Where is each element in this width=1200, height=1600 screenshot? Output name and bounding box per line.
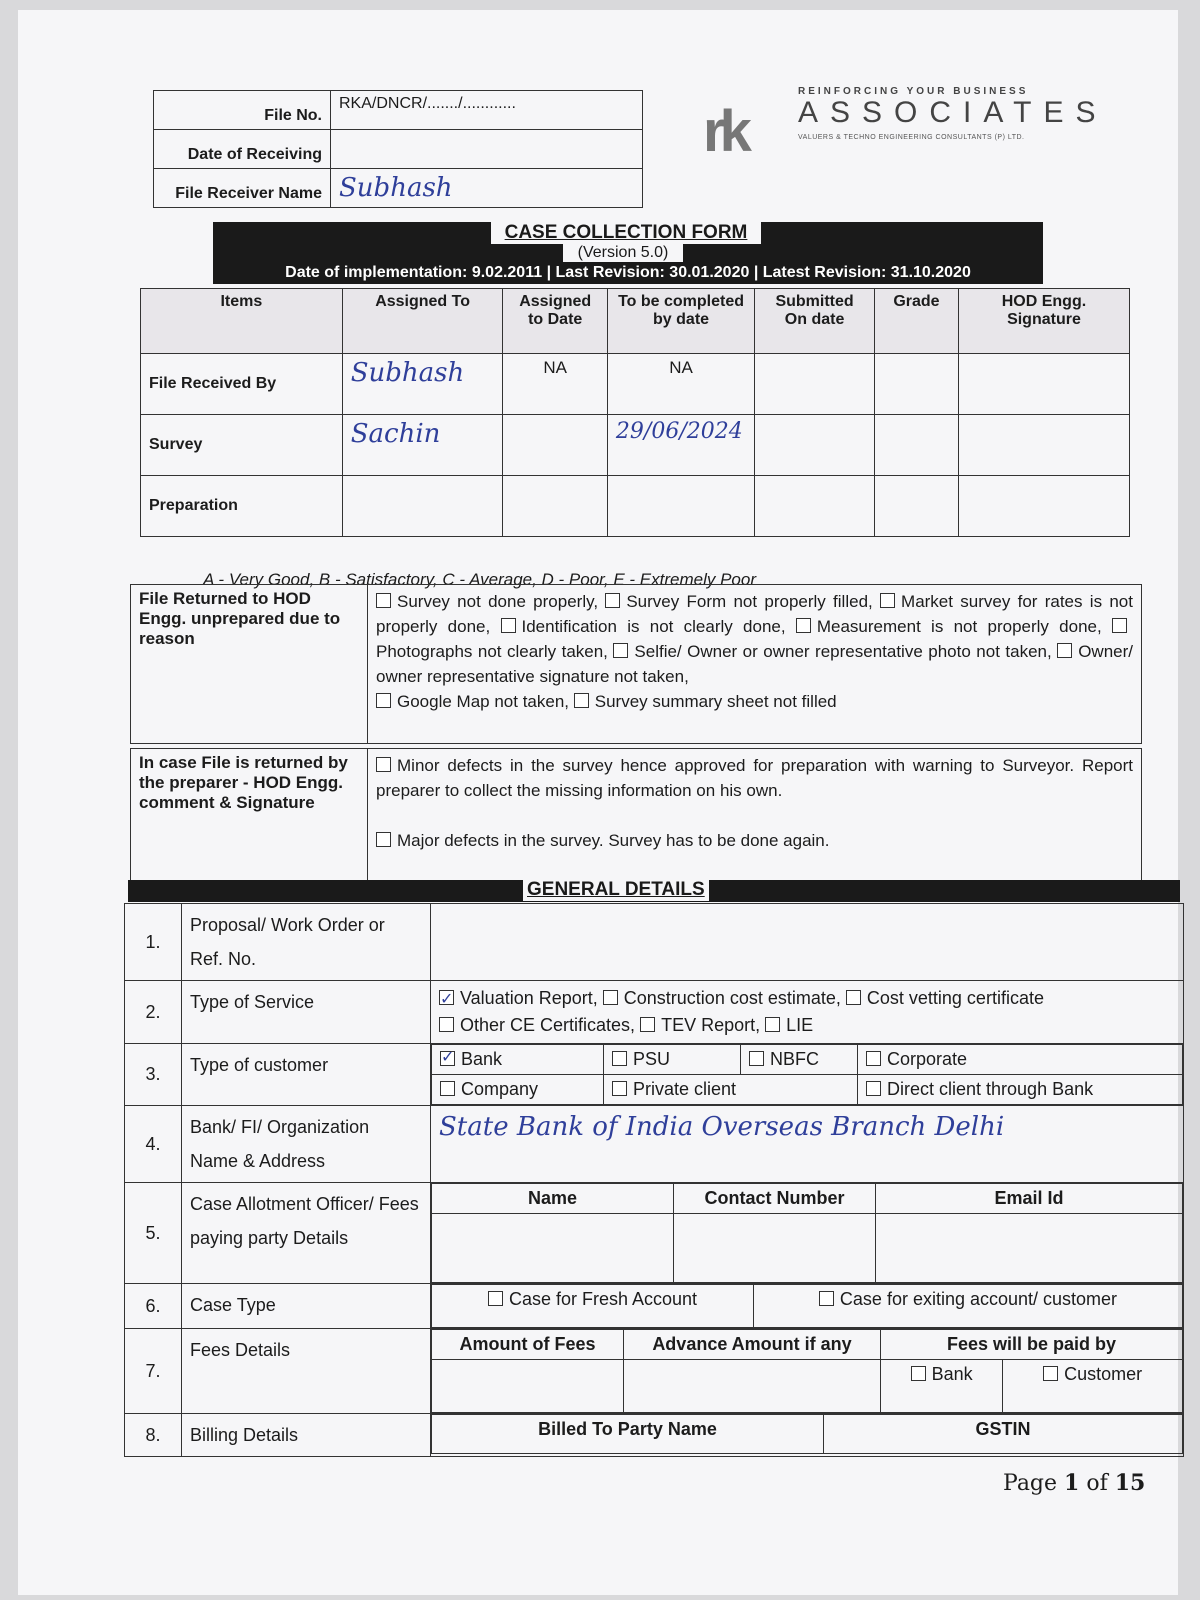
row-number: 4. xyxy=(125,1106,182,1183)
col-contact-number: Contact Number xyxy=(674,1184,876,1214)
allotment-officer-grid xyxy=(431,1183,1184,1284)
checkbox-valuation-report[interactable] xyxy=(439,990,454,1005)
col-items: Items xyxy=(141,289,343,354)
row-number: 7. xyxy=(125,1329,182,1414)
work-order-field[interactable] xyxy=(431,904,1184,981)
checkbox[interactable] xyxy=(1057,643,1072,658)
col-gstin: GSTIN xyxy=(824,1415,1183,1454)
table-row xyxy=(125,904,1184,981)
page-of: of xyxy=(1086,1471,1108,1496)
checkbox[interactable] xyxy=(1112,618,1127,633)
checkbox-lie[interactable] xyxy=(765,1017,780,1032)
page-number xyxy=(1003,1470,1145,1496)
checkbox-paid-by-bank[interactable] xyxy=(911,1366,926,1381)
case-type-options xyxy=(431,1284,1184,1329)
major-defects-text: Major defects in the survey. Survey has to be done again. xyxy=(397,831,830,850)
table-row xyxy=(125,1284,1184,1329)
option-label: Survey not done properly, xyxy=(397,592,599,611)
option-label: Direct client through Bank xyxy=(887,1079,1094,1099)
col-fees-paid-by: Fees will be paid by xyxy=(881,1330,1183,1360)
complete-by-cell: 29/06/2024 xyxy=(607,415,754,476)
row-label: Bank/ FI/ Organization Name & Address xyxy=(182,1106,431,1183)
checkbox-fresh-account[interactable] xyxy=(488,1291,503,1306)
checkbox[interactable] xyxy=(501,618,516,633)
checkbox-cost-vetting[interactable] xyxy=(846,990,861,1005)
option-label: NBFC xyxy=(770,1049,819,1069)
row-label: Fees Details xyxy=(182,1329,431,1414)
checkbox[interactable] xyxy=(574,693,589,708)
option-label: Company xyxy=(461,1079,539,1099)
assigned-date-cell xyxy=(503,476,607,537)
officer-email-field[interactable] xyxy=(876,1214,1183,1283)
checkbox-other-ce[interactable] xyxy=(439,1017,454,1032)
row-number: 8. xyxy=(125,1414,182,1457)
option-label: Photographs not clearly taken, xyxy=(376,642,608,661)
hod-signature-cell xyxy=(958,415,1129,476)
option-label: PSU xyxy=(633,1049,671,1069)
col-assigned-date: Assigned to Date xyxy=(503,289,607,354)
option-label: Market survey for rates is not properly done, xyxy=(376,592,1133,636)
checkbox[interactable] xyxy=(605,593,620,608)
logo-subtitle: VALUERS & TECHNO ENGINEERING CONSULTANTS (P) LTD. xyxy=(798,134,1025,141)
option-label: Owner/ owner representative signature not taken, xyxy=(376,642,1133,686)
col-amount-of-fees: Amount of Fees xyxy=(432,1330,624,1360)
item-label: Survey xyxy=(141,415,343,476)
checkbox-private-client[interactable] xyxy=(612,1081,627,1096)
assigned-to-cell: Subhash xyxy=(342,354,503,415)
general-details-table xyxy=(124,903,1184,1457)
col-hod-signature: HOD Engg. Signature xyxy=(958,289,1129,354)
col-name: Name xyxy=(432,1184,674,1214)
checkbox-existing-account[interactable] xyxy=(819,1291,834,1306)
officer-name-field[interactable] xyxy=(432,1214,674,1283)
table-row xyxy=(125,1044,1184,1106)
row-number: 3. xyxy=(125,1044,182,1106)
checkbox[interactable] xyxy=(880,593,895,608)
row-label: Proposal/ Work Order or Ref. No. xyxy=(182,904,431,981)
table-row xyxy=(125,1329,1184,1414)
option-label: Private client xyxy=(633,1079,737,1099)
table-row xyxy=(141,354,1130,415)
option-label: Measurement is not properly done, xyxy=(816,617,1102,636)
col-advance-amount: Advance Amount if any xyxy=(624,1330,881,1360)
table-row xyxy=(141,476,1130,537)
option-label: LIE xyxy=(786,1015,814,1035)
table-row xyxy=(125,981,1184,1044)
option-label: Bank xyxy=(931,1364,973,1384)
preparer-return-options xyxy=(368,749,1142,882)
checkbox-company[interactable] xyxy=(440,1081,455,1096)
complete-by-cell xyxy=(607,476,754,537)
grade-cell xyxy=(874,476,958,537)
assigned-date-cell xyxy=(503,415,607,476)
minor-defects-text: Minor defects in the survey hence approved for preparation with warning to Surveyor. Report preparer to collect the missing information on his own. xyxy=(376,756,1133,800)
option-label: Case for exiting account/ customer xyxy=(839,1289,1118,1309)
checkbox[interactable] xyxy=(376,693,391,708)
checkbox-tev-report[interactable] xyxy=(640,1017,655,1032)
hod-signature-cell xyxy=(958,476,1129,537)
item-label: Preparation xyxy=(141,476,343,537)
option-label: TEV Report, xyxy=(661,1015,761,1035)
file-returned-options xyxy=(368,585,1142,744)
submitted-cell xyxy=(755,476,875,537)
option-label: Google Map not taken, xyxy=(397,692,570,711)
table-row xyxy=(141,415,1130,476)
logo-tagline: REINFORCING YOUR BUSINESS xyxy=(798,86,1029,97)
fees-grid xyxy=(431,1329,1184,1414)
submitted-cell xyxy=(755,354,875,415)
amount-of-fees-field[interactable] xyxy=(432,1360,624,1413)
form-revision-dates: Date of implementation: 9.02.2011 | Last Revision: 30.01.2020 | Latest Revision: 31.10.2020 xyxy=(285,264,971,281)
preparer-return-box xyxy=(130,748,1142,882)
col-submitted: Submitted On date xyxy=(755,289,875,354)
checkbox[interactable] xyxy=(796,618,811,633)
row-number: 6. xyxy=(125,1284,182,1329)
file-returned-box xyxy=(130,584,1142,744)
items-header-row xyxy=(141,289,1130,354)
assigned-date-cell: NA xyxy=(503,354,607,415)
item-label: File Received By xyxy=(141,354,343,415)
page-current: 1 xyxy=(1064,1470,1080,1496)
option-label: Survey summary sheet not filled xyxy=(594,692,837,711)
col-email-id: Email Id xyxy=(876,1184,1183,1214)
col-grade: Grade xyxy=(874,289,958,354)
file-no-value: RKA/DNCR/......./............ xyxy=(331,91,643,130)
bank-name-value: State Bank of India Overseas Branch Delhi xyxy=(431,1106,1184,1183)
customer-type-options xyxy=(431,1044,1184,1106)
checkbox[interactable] xyxy=(613,643,628,658)
option-label: Survey Form not properly filled, xyxy=(626,592,873,611)
option-label: Construction cost estimate, xyxy=(623,988,841,1008)
items-table xyxy=(140,288,1130,537)
row-label: Case Type xyxy=(182,1284,431,1329)
billing-grid xyxy=(431,1414,1184,1457)
row-label: Case Allotment Officer/ Fees paying party Details xyxy=(182,1183,431,1284)
grade-legend: A - Very Good, B - Satisfactory, C - Average, D - Poor, E - Extremely Poor xyxy=(203,570,756,589)
option-label: Other CE Certificates, xyxy=(460,1015,636,1035)
form-sheet xyxy=(18,10,1178,1595)
row-label: Type of customer xyxy=(182,1044,431,1106)
table-row xyxy=(125,1414,1184,1457)
checkbox-paid-by-customer[interactable] xyxy=(1043,1366,1058,1381)
file-info-table xyxy=(153,90,643,208)
grade-cell xyxy=(874,354,958,415)
checkbox-nbfc[interactable] xyxy=(749,1051,764,1066)
general-details-title: GENERAL DETAILS xyxy=(523,879,709,901)
form-title: CASE COLLECTION FORM xyxy=(491,222,761,244)
submitted-cell xyxy=(755,415,875,476)
option-label: Cost vetting certificate xyxy=(866,988,1044,1008)
checkbox-construction-cost[interactable] xyxy=(603,990,618,1005)
logo-mark: rk xyxy=(703,99,746,164)
preparer-return-label: In case File is returned by the preparer - HOD Engg. comment & Signature xyxy=(131,749,368,882)
checkbox-direct-client[interactable] xyxy=(866,1081,881,1096)
service-type-options xyxy=(431,981,1184,1044)
option-label: Bank xyxy=(461,1049,503,1069)
file-receiver-value: Subhash xyxy=(331,169,643,208)
logo-name: ASSOCIATES xyxy=(798,96,1108,129)
file-receiver-label: File Receiver Name xyxy=(154,169,331,208)
checkbox-minor-defects[interactable] xyxy=(376,757,391,772)
file-no-label: File No. xyxy=(154,91,331,130)
checkbox-psu[interactable] xyxy=(612,1051,627,1066)
checkbox[interactable] xyxy=(376,593,391,608)
row-number: 5. xyxy=(125,1183,182,1284)
option-label: Case for Fresh Account xyxy=(508,1289,698,1309)
row-label: Type of Service xyxy=(182,981,431,1044)
option-label: Customer xyxy=(1064,1364,1143,1384)
checkbox-bank[interactable] xyxy=(440,1051,455,1066)
advance-amount-field[interactable] xyxy=(624,1360,881,1413)
option-label: Valuation Report, xyxy=(460,988,598,1008)
date-receiving-label: Date of Receiving xyxy=(154,130,331,169)
option-label: Identification is not clearly done, xyxy=(521,617,786,636)
officer-contact-field[interactable] xyxy=(674,1214,876,1283)
hod-signature-cell xyxy=(958,354,1129,415)
checkbox-major-defects[interactable] xyxy=(376,832,391,847)
complete-by-cell: NA xyxy=(607,354,754,415)
row-number: 2. xyxy=(125,981,182,1044)
table-row xyxy=(125,1106,1184,1183)
col-complete-by: To be completed by date xyxy=(607,289,754,354)
checkbox-corporate[interactable] xyxy=(866,1051,881,1066)
col-billed-to-party: Billed To Party Name xyxy=(432,1415,824,1454)
form-version: (Version 5.0) xyxy=(563,244,683,262)
col-assigned-to: Assigned To xyxy=(342,289,503,354)
page-prefix: Page xyxy=(1003,1471,1058,1496)
date-receiving-value xyxy=(331,130,643,169)
file-returned-label: File Returned to HOD Engg. unprepared due to reason xyxy=(131,585,368,744)
assigned-to-cell xyxy=(342,476,503,537)
assigned-to-cell: Sachin xyxy=(342,415,503,476)
company-logo xyxy=(703,80,1108,164)
option-label: Selfie/ Owner or owner representative photo not taken, xyxy=(634,642,1052,661)
row-label: Billing Details xyxy=(182,1414,431,1457)
page-total: 15 xyxy=(1114,1470,1146,1496)
grade-cell xyxy=(874,415,958,476)
row-number: 1. xyxy=(125,904,182,981)
form-header-banner xyxy=(213,222,1043,284)
table-row xyxy=(125,1183,1184,1284)
option-label: Corporate xyxy=(887,1049,968,1069)
